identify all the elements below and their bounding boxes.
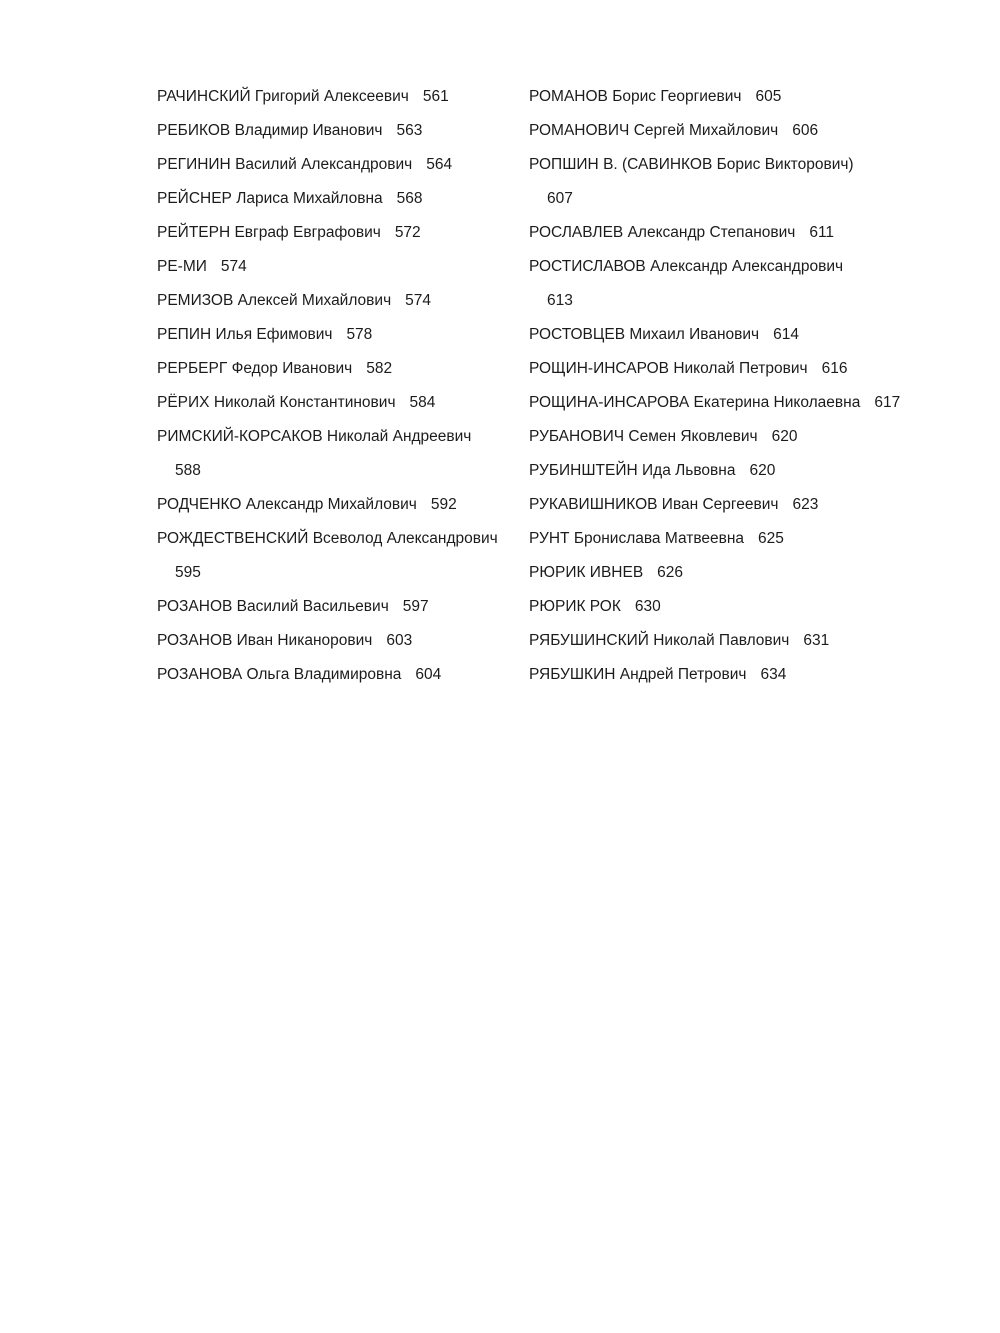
index-entry bbox=[529, 148, 889, 216]
entry-surname: РОДЧЕНКО bbox=[157, 496, 242, 513]
entry-page-number: 626 bbox=[657, 564, 684, 581]
entry-given-name: Владимир Иванович bbox=[234, 122, 383, 139]
entry-page-number: 561 bbox=[422, 88, 449, 105]
entry-given-name: В. (САВИНКОВ Борис Викторович) bbox=[603, 156, 854, 173]
index-entry bbox=[529, 114, 889, 148]
entry-surname: РОСТОВЦЕВ bbox=[529, 326, 626, 343]
entry-page-number: 617 bbox=[874, 394, 901, 411]
entry-given-name: Николай Петрович bbox=[673, 360, 808, 377]
entry-surname: РОЗАНОВА bbox=[157, 666, 243, 683]
entry-surname: РАЧИНСКИЙ bbox=[157, 88, 251, 105]
index-entry bbox=[157, 250, 507, 284]
entry-surname: РЮРИК РОК bbox=[529, 598, 621, 615]
entry-given-name: Федор Иванович bbox=[231, 360, 353, 377]
entry-page-number: 574 bbox=[405, 292, 432, 309]
entry-surname: РОМАНОВИЧ bbox=[529, 122, 630, 139]
entry-page-number: 605 bbox=[755, 88, 782, 105]
entry-page-number: 606 bbox=[792, 122, 819, 139]
entry-page-number: 634 bbox=[760, 666, 787, 683]
entry-surname: РУБИНШТЕЙН bbox=[529, 462, 638, 479]
index-entry bbox=[529, 386, 901, 420]
index-left-column bbox=[157, 80, 507, 692]
entry-surname: РОСЛАВЛЕВ bbox=[529, 224, 624, 241]
entry-page-number: 597 bbox=[402, 598, 429, 615]
entry-page-number: 631 bbox=[803, 632, 830, 649]
index-entry bbox=[529, 556, 889, 590]
entry-given-name: Ида Львовна bbox=[642, 462, 736, 479]
entry-given-name: Иван Сергеевич bbox=[661, 496, 779, 513]
entry-surname: РОЗАНОВ bbox=[157, 598, 233, 615]
entry-surname: РЕЙТЕРН bbox=[157, 224, 231, 241]
entry-page-number: 620 bbox=[771, 428, 798, 445]
index-entry bbox=[529, 522, 889, 556]
entry-page-number: 614 bbox=[773, 326, 799, 343]
index-entry bbox=[157, 624, 507, 658]
entry-page-number: 578 bbox=[346, 326, 373, 343]
entry-surname: РЯБУШИНСКИЙ bbox=[529, 632, 649, 649]
entry-page-number: 595 bbox=[175, 564, 201, 581]
entry-page-number: 592 bbox=[430, 496, 457, 513]
index-entry bbox=[157, 182, 507, 216]
entry-page-number: 564 bbox=[426, 156, 453, 173]
index-entry bbox=[529, 80, 889, 114]
entry-page-number: 604 bbox=[415, 666, 442, 683]
index-entry bbox=[529, 658, 889, 692]
index-entry bbox=[529, 590, 889, 624]
entry-given-name: Алексей Михайлович bbox=[237, 292, 392, 309]
index-entry bbox=[529, 454, 889, 488]
entry-page-number: 603 bbox=[386, 632, 413, 649]
entry-page-number: 620 bbox=[749, 462, 776, 479]
entry-surname: РЕБИКОВ bbox=[157, 122, 231, 139]
entry-given-name: Александр Степанович bbox=[627, 224, 796, 241]
entry-given-name: Василий Александрович bbox=[235, 156, 413, 173]
entry-surname: РЯБУШКИН bbox=[529, 666, 616, 683]
entry-given-name: Семен Яковлевич bbox=[628, 428, 758, 445]
entry-surname: РЕЙСНЕР bbox=[157, 190, 232, 207]
entry-surname: РЕМИЗОВ bbox=[157, 292, 234, 309]
entry-given-name: Бронислава Матвеевна bbox=[573, 530, 745, 547]
entry-page-number: 630 bbox=[634, 598, 661, 615]
index-entry bbox=[529, 216, 889, 250]
index-entry bbox=[529, 420, 889, 454]
entry-given-name: Борис Георгиевич bbox=[612, 88, 742, 105]
entry-page-number: 572 bbox=[394, 224, 421, 241]
entry-surname: РЕРБЕРГ bbox=[157, 360, 228, 377]
index-entry bbox=[157, 216, 507, 250]
entry-page-number: 574 bbox=[220, 258, 247, 275]
index-entry bbox=[157, 658, 507, 692]
entry-page-number: 613 bbox=[547, 292, 573, 309]
entry-page-number: 607 bbox=[547, 190, 573, 207]
index-entry bbox=[529, 488, 889, 522]
entry-surname: РЮРИК ИВНЕВ bbox=[529, 564, 644, 581]
entry-given-name: Евграф Евграфович bbox=[234, 224, 381, 241]
entry-given-name: Николай Константинович bbox=[213, 394, 396, 411]
index-entry bbox=[157, 420, 507, 488]
entry-given-name: Илья Ефимович bbox=[215, 326, 333, 343]
index-entry bbox=[157, 488, 507, 522]
entry-page-number: 588 bbox=[175, 462, 201, 479]
entry-surname: РОЩИН-ИНСАРОВ bbox=[529, 360, 669, 377]
entry-given-name: Николай Андреевич bbox=[326, 428, 472, 445]
entry-surname: РУКАВИШНИКОВ bbox=[529, 496, 658, 513]
entry-surname: РЁРИХ bbox=[157, 394, 210, 411]
index-entry bbox=[157, 148, 507, 182]
entry-surname: РУБАНОВИЧ bbox=[529, 428, 625, 445]
index-entry bbox=[529, 352, 889, 386]
entry-page-number: 625 bbox=[758, 530, 784, 547]
entry-surname: РОМАНОВ bbox=[529, 88, 608, 105]
entry-given-name: Александр Михайлович bbox=[245, 496, 417, 513]
entry-surname: РОЩИНА-ИНСАРОВА bbox=[529, 394, 690, 411]
index-entry bbox=[157, 284, 507, 318]
index-entry bbox=[157, 386, 507, 420]
entry-page-number: 623 bbox=[792, 496, 819, 513]
index-entry bbox=[529, 624, 889, 658]
entry-page-number: 563 bbox=[396, 122, 423, 139]
entry-given-name: Александр Александрович bbox=[650, 258, 844, 275]
entry-given-name: Михаил Иванович bbox=[629, 326, 760, 343]
index-entry bbox=[157, 318, 507, 352]
index-entry bbox=[157, 522, 507, 590]
entry-surname: РЕПИН bbox=[157, 326, 212, 343]
entry-surname: РИМСКИЙ-КОРСАКОВ bbox=[157, 428, 323, 445]
index-entry bbox=[157, 590, 507, 624]
entry-given-name: Екатерина Николаевна bbox=[693, 394, 861, 411]
entry-given-name: Иван Никанорович bbox=[236, 632, 373, 649]
entry-given-name: Григорий Алексеевич bbox=[254, 88, 409, 105]
index-entry bbox=[529, 318, 889, 352]
entry-surname: РОПШИН bbox=[529, 156, 599, 173]
entry-surname: РЕГИНИН bbox=[157, 156, 231, 173]
entry-given-name: Николай Павлович bbox=[653, 632, 790, 649]
entry-page-number: 584 bbox=[409, 394, 436, 411]
index-entry bbox=[529, 250, 889, 318]
entry-given-name: Лариса Михайловна bbox=[236, 190, 383, 207]
entry-page-number: 582 bbox=[366, 360, 393, 377]
entry-given-name: Ольга Владимировна bbox=[246, 666, 402, 683]
entry-page-number: 611 bbox=[809, 224, 835, 241]
entry-page-number: 616 bbox=[821, 360, 848, 377]
index-entry bbox=[157, 352, 507, 386]
entry-given-name: Всеволод Александрович bbox=[312, 530, 498, 547]
index-right-column bbox=[529, 80, 901, 692]
entry-given-name: Андрей Петрович bbox=[619, 666, 747, 683]
entry-surname: РУНТ bbox=[529, 530, 570, 547]
entry-surname: РОЖДЕСТВЕНСКИЙ bbox=[157, 530, 309, 547]
entry-surname: РОСТИСЛАВОВ bbox=[529, 258, 646, 275]
entry-given-name: Василий Васильевич bbox=[236, 598, 389, 615]
index-entry bbox=[157, 114, 507, 148]
entry-surname: РЕ-МИ bbox=[157, 258, 207, 275]
index-entry bbox=[157, 80, 507, 114]
entry-given-name: Сергей Михайлович bbox=[633, 122, 779, 139]
entry-page-number: 568 bbox=[396, 190, 423, 207]
entry-surname: РОЗАНОВ bbox=[157, 632, 233, 649]
